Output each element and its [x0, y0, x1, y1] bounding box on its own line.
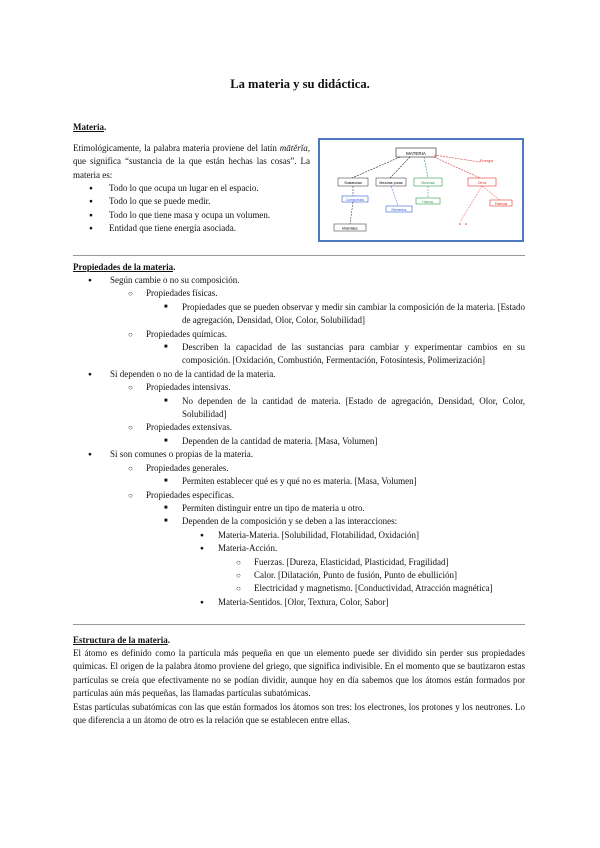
- list-item: ■ Dependen de la composición y se deben a las interacciones:: [164, 516, 398, 527]
- list-item: ● Entidad que tiene energía asociada.: [73, 222, 270, 235]
- list-item: ○ Fuerzas. [Dureza, Elasticidad, Plasticidad, Fragilidad]: [236, 556, 449, 567]
- diagram-root-label: MATERIA: [406, 151, 426, 156]
- diagram-node-mezclas: Mezclas: [421, 181, 435, 185]
- diagram-node-particula: Partícula: [494, 202, 508, 206]
- list-item: ○ Propiedades físicas.: [128, 288, 218, 299]
- list-item: ○ Propiedades extensivas.: [128, 422, 232, 433]
- list-item: ■ Permiten distinguir entre un tipo de materia u otro.: [164, 502, 365, 513]
- list-item: ● Materia-Materia. [Solubilidad, Flotabilidad, Oxidación]: [200, 529, 419, 540]
- list-item: ■ Describen la capacidad de las sustancias para cambiar y experimentar cambios en su composición. [Oxidación, Combustión, Fermentación, Fotosíntesis, Polimerización]: [164, 342, 525, 366]
- list-item: ○ Propiedades generales.: [128, 462, 229, 473]
- diagram-node-homog: Homog.: [422, 200, 434, 204]
- diagram-node-sustancias: Sustancias: [344, 181, 362, 185]
- section-divider: [73, 624, 525, 625]
- list-item: ■ Dependen de la cantidad de materia. [Masa, Volumen]: [164, 435, 378, 446]
- list-item: ○ Calor. [Dilatación, Punto de fusión, Punto de ebullición]: [236, 569, 457, 580]
- diagram-node-otros: Otros: [477, 181, 487, 185]
- list-item: ○ Propiedades específicas.: [128, 489, 234, 500]
- list-item: ● Materia-Acción.: [200, 543, 278, 554]
- section-heading-materia: Materia.: [73, 122, 107, 132]
- list-item: ● Si son comunes o propias de la materia.: [88, 449, 253, 460]
- estructura-body: [73, 647, 525, 727]
- diagram-node-mezclas-puras: Mezclas puras: [379, 181, 403, 185]
- diagram-node-materiales: Materiales: [342, 226, 358, 231]
- section-heading-estructura: Estructura de la materia.: [73, 635, 170, 645]
- list-item: ● Según cambie o no su composición.: [88, 275, 240, 285]
- materia-definition-list: [73, 182, 270, 236]
- list-item: ○ Propiedades químicas.: [128, 328, 227, 339]
- diagram-node-energy: Energía: [480, 159, 494, 163]
- latin-word: mātĕrĭa: [279, 143, 308, 153]
- list-item: ○ Propiedades intensivas.: [128, 382, 231, 393]
- diagram-node-compuestos: Compuestos: [346, 198, 364, 202]
- document-title: La materia y su didáctica.: [230, 77, 370, 91]
- materia-intro: Etimológicamente, la palabra materia proviene del latín mātĕrĭa, que significa “sustancia de la que están hechas las cosas”. La materia es:: [73, 143, 310, 180]
- diagram-node-elementos: Elementos: [391, 208, 407, 212]
- list-item: ● Todo lo que tiene masa y ocupa un volumen.: [73, 209, 270, 222]
- paragraph: El átomo es definido como la partícula más pequeña en que un elemento puede ser dividido sin perder sus propiedades químicas. El origen de la palabra átomo proviene del griego, que significa indivisible. En el momento que se bautizaron estas partículas se creía que efectivamente no se podían dividir, aunque hoy en día sabemos que los átomos están formados por partículas aún más pequeñas, las llamadas partículas subatómicas.: [73, 648, 525, 699]
- list-item: ● Si dependen o no de la cantidad de la materia.: [88, 368, 276, 379]
- section-divider: [73, 255, 525, 256]
- list-item: ○ Electricidad y magnetismo. [Conductividad, Atracción magnética]: [236, 583, 493, 594]
- diagram-svg: [320, 140, 522, 240]
- list-item: ● Materia-Sentidos. [Olor, Textura, Color, Sabor]: [200, 596, 389, 607]
- materia-concept-diagram: [318, 138, 524, 242]
- list-item: ● Todo lo que se puede medir.: [73, 195, 270, 208]
- paragraph: Estas partículas subatómicas con las que están formados los átomos son tres: los electrones, los protones y los neutrones. Lo que diferencia a un átomo de otro es la relación que se establecen entre ellas.: [73, 701, 525, 726]
- list-item: ■ No dependen de la cantidad de materia. [Estado de agregación, Densidad, Olor, Color, Solubilidad]: [164, 395, 525, 420]
- list-item: ■ Permiten establecer qué es y qué no es materia. [Masa, Volumen]: [164, 476, 417, 487]
- list-item: ■ Propiedades que se pueden observar y medir sin cambiar la composición de la materia. [Estado de agregación, Densidad, Olor, Color, Solubilidad]: [164, 301, 525, 326]
- propiedades-outline: [73, 274, 525, 609]
- section-heading-propiedades: Propiedades de la materia.: [73, 262, 176, 272]
- list-item: ● Todo lo que ocupa un lugar en el espacio.: [73, 182, 270, 195]
